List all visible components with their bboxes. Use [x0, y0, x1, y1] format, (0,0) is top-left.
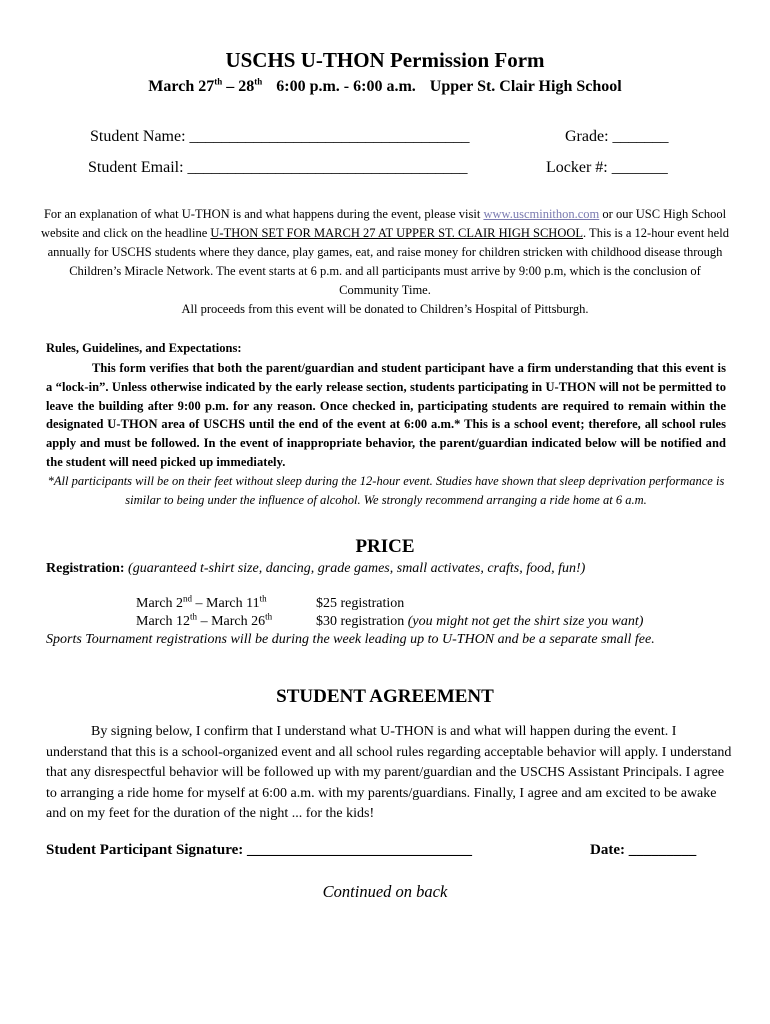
sleep-note: *All participants will be on their feet without sleep during the 12-hour event. Studies have shown that sleep deprivation performance is similar to being under the influence of alcohol. We strongly recommend arranging a ride home at 6 a.m.	[47, 474, 725, 507]
rules-paragraph: This form verifies that both the parent/guardian and student participant have a firm understanding that this event is a “lock-in”. Unless otherwise indicated by the early release section, students participating in U-THON will not be permitted to leave the building after 9:00 p.m. for any reason. Once checked in, participating students are required to remain within the designated U-THON area of USCHS until the end of the event at 6:00 a.m.* This is a school event; therefore, all school rules apply and must be followed. In the event of inappropriate behavior, the parent/guardian indicated below will be notified and the student will need picked up immediately.	[46, 361, 726, 469]
intro-proceeds-line: All proceeds from this event will be donated to Children’s Hospital of Pittsburgh.	[181, 302, 589, 316]
price-tier-1-amount: $25 registration	[316, 596, 405, 611]
form-title: USCHS U-THON Permission Form	[225, 48, 545, 72]
tier-2-from: March 12	[136, 614, 191, 629]
price-tier-2-dates	[136, 611, 273, 630]
tier-2-to: March 26	[211, 614, 266, 629]
date-start-suffix: th	[214, 76, 223, 87]
tier-1-from-suffix: nd	[183, 593, 193, 604]
date-end: 28	[238, 78, 255, 95]
tier-2-from-suffix: th	[190, 611, 198, 622]
sports-tournament-note: Sports Tournament registrations will be during the week leading up to U-THON and be a separate small fee.	[46, 632, 655, 647]
tier-2-price: $30 registration	[316, 614, 405, 629]
intro-text-3: . This is a 12-hour event held annually for USCHS students where they dance, play games, eat, and raise money for children stricken with childhood disease through Children’s Miracle Network. The event starts at 6 p.m. and all participants must arrive by 9:00 p.m, which is the conclusion of Community Time.	[47, 226, 729, 297]
tier-2-to-suffix: th	[265, 611, 273, 622]
uthon-website-link[interactable]: www.uscminithon.com	[483, 207, 600, 221]
intro-text-1: For an explanation of what U-THON is and what happens during the event, please visit	[43, 207, 484, 221]
signature-field[interactable]: Student Participant Signature: ______________________________	[46, 842, 472, 858]
student-name-field[interactable]: Student Name: ___________________________________	[90, 128, 470, 145]
registration-description: (guaranteed t-shirt size, dancing, grade games, small activates, crafts, food, fun!)	[128, 561, 586, 576]
tier-1-from: March 2	[136, 596, 184, 611]
price-tier-2-amount	[316, 614, 643, 630]
tier-1-to-suffix: th	[259, 593, 267, 604]
intro-paragraph	[40, 205, 730, 319]
date-separator: –	[222, 78, 239, 95]
tier-1-to: March 11	[206, 596, 260, 611]
intro-text-2: or our USC High School website and click on the headline	[41, 207, 727, 240]
student-email-field[interactable]: Student Email: ___________________________________	[88, 159, 468, 176]
rules-heading: Rules, Guidelines, and Expectations:	[46, 341, 242, 355]
agreement-heading: STUDENT AGREEMENT	[276, 686, 494, 707]
tier-2-note: (you might not get the shirt size you want)	[407, 614, 644, 629]
event-time: 6:00 p.m. - 6:00 a.m.	[276, 78, 416, 95]
date-end-suffix: th	[254, 76, 263, 87]
rules-body	[46, 359, 726, 472]
agreement-paragraph: By signing below, I confirm that I understand what U-THON is and what will happen during the event. I understand that this is a school-organized event and all school rules regarding acceptable behavior will apply. I understand that any disrespectful behavior will be followed up with my parent/guardian and the USCHS Assistant Principals. I agree to arranging a ride home for myself at 6:00 a.m. with my parents/guardians. Finally, I agree and am excited to be awake and on my feet for the duration of the night ... for the kids!	[46, 724, 732, 821]
tier-2-sep: –	[197, 614, 212, 629]
date-start: March 27	[148, 78, 215, 95]
price-tier-1-dates	[136, 593, 267, 612]
continued-on-back: Continued on back	[322, 882, 448, 901]
price-heading: PRICE	[355, 536, 415, 557]
headline-link[interactable]: U-THON SET FOR MARCH 27 AT UPPER ST. CLAIR HIGH SCHOOL	[210, 226, 584, 240]
registration-label: Registration:	[46, 561, 125, 576]
tier-1-sep: –	[192, 596, 207, 611]
event-dates-line	[0, 78, 770, 96]
grade-field[interactable]: Grade: _______	[565, 128, 669, 145]
signature-date-field[interactable]: Date: _________	[590, 842, 697, 858]
agreement-body	[46, 722, 732, 825]
event-location: Upper St. Clair High School	[429, 78, 622, 95]
registration-line	[46, 561, 585, 577]
locker-field[interactable]: Locker #: _______	[546, 159, 668, 176]
